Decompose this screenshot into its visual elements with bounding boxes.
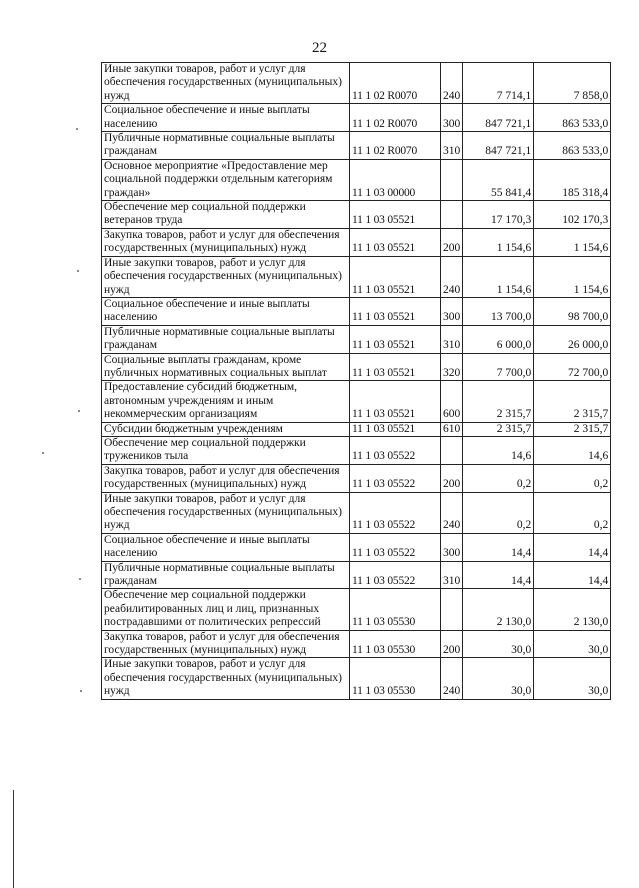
row-value-1: 847 721,1 <box>463 132 534 160</box>
row-name: Публичные нормативные социальные выплаты гражданам <box>102 132 350 160</box>
row-value-1: 0,2 <box>463 464 534 492</box>
row-vr: 240 <box>441 658 463 699</box>
row-value-1: 847 721,1 <box>463 104 534 132</box>
row-value-1: 7 714,1 <box>463 63 534 104</box>
row-code: 11 1 03 05530 <box>350 630 441 658</box>
row-value-1: 55 841,4 <box>463 159 534 200</box>
row-code: 11 1 03 05521 <box>350 297 441 325</box>
row-value-1: 13 700,0 <box>463 297 534 325</box>
scan-speck <box>76 128 78 130</box>
row-value-2: 2 315,7 <box>534 422 611 436</box>
row-name: Обеспечение мер социальной поддержки тружеников тыла <box>102 436 350 464</box>
row-name: Закупка товаров, работ и услуг для обеспечения государственных (муниципальных) нужд <box>102 228 350 256</box>
row-name: Иные закупки товаров, работ и услуг для обеспечения государственных (муниципальных) нужд <box>102 658 350 699</box>
table-row <box>102 256 611 297</box>
row-name: Закупка товаров, работ и услуг для обеспечения государственных (муниципальных) нужд <box>102 464 350 492</box>
row-name: Социальное обеспечение и иные выплаты населению <box>102 533 350 561</box>
row-value-1: 6 000,0 <box>463 325 534 353</box>
row-value-2: 30,0 <box>534 630 611 658</box>
row-name: Социальное обеспечение и иные выплаты населению <box>102 104 350 132</box>
row-code: 11 1 03 05521 <box>350 228 441 256</box>
row-code: 11 1 03 05521 <box>350 422 441 436</box>
row-value-1: 14,4 <box>463 533 534 561</box>
row-value-2: 0,2 <box>534 492 611 533</box>
row-code: 11 1 03 05530 <box>350 658 441 699</box>
row-vr: 200 <box>441 464 463 492</box>
table-row <box>102 436 611 464</box>
row-value-2: 1 154,6 <box>534 256 611 297</box>
row-vr: 300 <box>441 297 463 325</box>
row-code: 11 1 03 05522 <box>350 492 441 533</box>
row-vr <box>441 589 463 630</box>
row-value-2: 102 170,3 <box>534 201 611 229</box>
row-code: 11 1 03 05521 <box>350 325 441 353</box>
row-value-2: 7 858,0 <box>534 63 611 104</box>
row-vr: 310 <box>441 561 463 589</box>
table-row <box>102 228 611 256</box>
row-name: Закупка товаров, работ и услуг для обеспечения государственных (муниципальных) нужд <box>102 630 350 658</box>
row-name: Субсидии бюджетным учреждениям <box>102 422 350 436</box>
table-row <box>102 658 611 699</box>
row-value-1: 1 154,6 <box>463 256 534 297</box>
budget-table <box>101 62 611 700</box>
row-value-1: 17 170,3 <box>463 201 534 229</box>
row-name: Публичные нормативные социальные выплаты гражданам <box>102 325 350 353</box>
row-value-2: 98 700,0 <box>534 297 611 325</box>
row-value-2: 30,0 <box>534 658 611 699</box>
row-vr: 300 <box>441 533 463 561</box>
table-row <box>102 201 611 229</box>
scan-speck <box>77 270 79 272</box>
row-vr: 310 <box>441 325 463 353</box>
row-vr: 200 <box>441 630 463 658</box>
row-value-2: 14,4 <box>534 533 611 561</box>
row-value-2: 185 318,4 <box>534 159 611 200</box>
row-value-1: 14,4 <box>463 561 534 589</box>
row-value-1: 30,0 <box>463 658 534 699</box>
row-vr <box>441 201 463 229</box>
row-value-2: 863 533,0 <box>534 104 611 132</box>
row-value-2: 863 533,0 <box>534 132 611 160</box>
row-code: 11 1 03 05521 <box>350 256 441 297</box>
row-value-1: 0,2 <box>463 492 534 533</box>
row-vr <box>441 436 463 464</box>
scan-speck <box>79 578 81 580</box>
row-value-2: 14,4 <box>534 561 611 589</box>
row-name: Обеспечение мер социальной поддержки ветеранов труда <box>102 201 350 229</box>
scan-speck <box>80 690 82 692</box>
row-vr: 610 <box>441 422 463 436</box>
row-name: Иные закупки товаров, работ и услуг для обеспечения государственных (муниципальных) нужд <box>102 63 350 104</box>
table-row <box>102 381 611 422</box>
row-vr: 240 <box>441 256 463 297</box>
scan-speck <box>78 410 80 412</box>
row-value-2: 72 700,0 <box>534 353 611 381</box>
row-code: 11 1 03 05530 <box>350 589 441 630</box>
row-vr: 600 <box>441 381 463 422</box>
row-value-2: 2 315,7 <box>534 381 611 422</box>
row-value-2: 14,6 <box>534 436 611 464</box>
row-vr: 240 <box>441 63 463 104</box>
row-value-2: 0,2 <box>534 464 611 492</box>
row-vr: 240 <box>441 492 463 533</box>
table-row <box>102 422 611 436</box>
row-name: Обеспечение мер социальной поддержки реабилитированных лиц и лиц, признанных пострадавшими от политических репрессий <box>102 589 350 630</box>
row-vr: 200 <box>441 228 463 256</box>
row-name: Публичные нормативные социальные выплаты гражданам <box>102 561 350 589</box>
table-row <box>102 325 611 353</box>
table-row <box>102 630 611 658</box>
row-name: Основное мероприятие «Предоставление мер социальной поддержки отдельным категориям граждан» <box>102 159 350 200</box>
row-value-2: 2 130,0 <box>534 589 611 630</box>
table-row <box>102 492 611 533</box>
row-name: Предоставление субсидий бюджетным, автономным учреждениям и иным некоммерческим организациям <box>102 381 350 422</box>
row-code: 11 1 02 R0070 <box>350 104 441 132</box>
row-vr: 300 <box>441 104 463 132</box>
table-row <box>102 533 611 561</box>
table-row <box>102 353 611 381</box>
row-value-1: 30,0 <box>463 630 534 658</box>
row-vr: 310 <box>441 132 463 160</box>
row-value-2: 1 154,6 <box>534 228 611 256</box>
row-code: 11 1 03 05522 <box>350 533 441 561</box>
row-code: 11 1 03 05522 <box>350 561 441 589</box>
row-value-2: 26 000,0 <box>534 325 611 353</box>
table-row <box>102 464 611 492</box>
row-value-1: 2 130,0 <box>463 589 534 630</box>
row-code: 11 1 02 R0070 <box>350 63 441 104</box>
row-vr: 320 <box>441 353 463 381</box>
row-value-1: 14,6 <box>463 436 534 464</box>
row-code: 11 1 03 05521 <box>350 353 441 381</box>
table-row <box>102 589 611 630</box>
scan-speck <box>42 452 44 454</box>
table-row <box>102 104 611 132</box>
table-row <box>102 63 611 104</box>
row-name: Социальное обеспечение и иные выплаты населению <box>102 297 350 325</box>
table-row <box>102 132 611 160</box>
row-vr <box>441 159 463 200</box>
row-code: 11 1 02 R0070 <box>350 132 441 160</box>
row-name: Социальные выплаты гражданам, кроме публичных нормативных социальных выплат <box>102 353 350 381</box>
row-code: 11 1 03 00000 <box>350 159 441 200</box>
row-value-1: 1 154,6 <box>463 228 534 256</box>
table-row <box>102 159 611 200</box>
row-code: 11 1 03 05521 <box>350 201 441 229</box>
page-number: 22 <box>312 40 327 56</box>
scan-margin-line <box>13 790 14 888</box>
row-code: 11 1 03 05521 <box>350 381 441 422</box>
row-value-1: 2 315,7 <box>463 422 534 436</box>
row-value-1: 2 315,7 <box>463 381 534 422</box>
row-name: Иные закупки товаров, работ и услуг для обеспечения государственных (муниципальных) нужд <box>102 492 350 533</box>
row-code: 11 1 03 05522 <box>350 436 441 464</box>
table-row <box>102 561 611 589</box>
row-value-1: 7 700,0 <box>463 353 534 381</box>
budget-table-body <box>102 63 611 700</box>
table-row <box>102 297 611 325</box>
row-name: Иные закупки товаров, работ и услуг для обеспечения государственных (муниципальных) нужд <box>102 256 350 297</box>
row-code: 11 1 03 05522 <box>350 464 441 492</box>
